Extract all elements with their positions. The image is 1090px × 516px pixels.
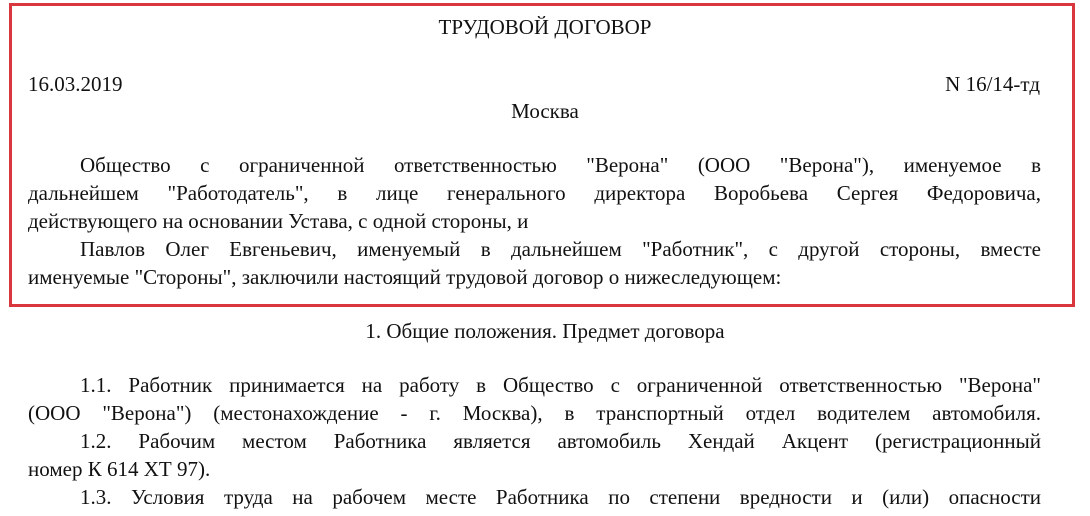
preamble-employee-line-2: именуемые "Стороны", заключили настоящий трудовой договор о нижеследующем: xyxy=(28,265,782,289)
clause-1-3-line-1: 1.3. Условия труда на рабочем месте Работника по степени вредности и (или) опасности xyxy=(80,485,1041,509)
contract-date: 16.03.2019 xyxy=(28,72,123,96)
contract-number: N 16/14-тд xyxy=(945,72,1040,96)
clause-1-2-line-2: номер К 614 ХТ 97). xyxy=(28,457,211,481)
preamble-employer-line-1: Общество с ограниченной ответственностью "Верона" (ООО "Верона"), именуемое в xyxy=(80,153,1041,177)
document-title: ТРУДОВОЙ ДОГОВОР xyxy=(438,15,652,39)
preamble-employer-line-2: дальнейшем "Работодатель", в лице генерального директора Воробьева Сергея Федоровича, xyxy=(28,181,1041,205)
clause-1-1-line-2: (ООО "Верона") (местонахождение - г. Москва), в транспортный отдел водителем автомобиля. xyxy=(28,401,1041,425)
contract-city: Москва xyxy=(511,99,579,123)
section-1-heading: 1. Общие положения. Предмет договора xyxy=(365,319,725,343)
preamble-employee-line-1: Павлов Олег Евгеньевич, именуемый в дальнейшем "Работник", с другой стороны, вместе xyxy=(80,237,1041,261)
preamble-employer-line-3: действующего на основании Устава, с одной стороны, и xyxy=(28,209,529,233)
clause-1-1-line-1: 1.1. Работник принимается на работу в Общество с ограниченной ответственностью "Верона" xyxy=(80,373,1041,397)
clause-1-2-line-1: 1.2. Рабочим местом Работника является автомобиль Хендай Акцент (регистрационный xyxy=(80,429,1041,453)
